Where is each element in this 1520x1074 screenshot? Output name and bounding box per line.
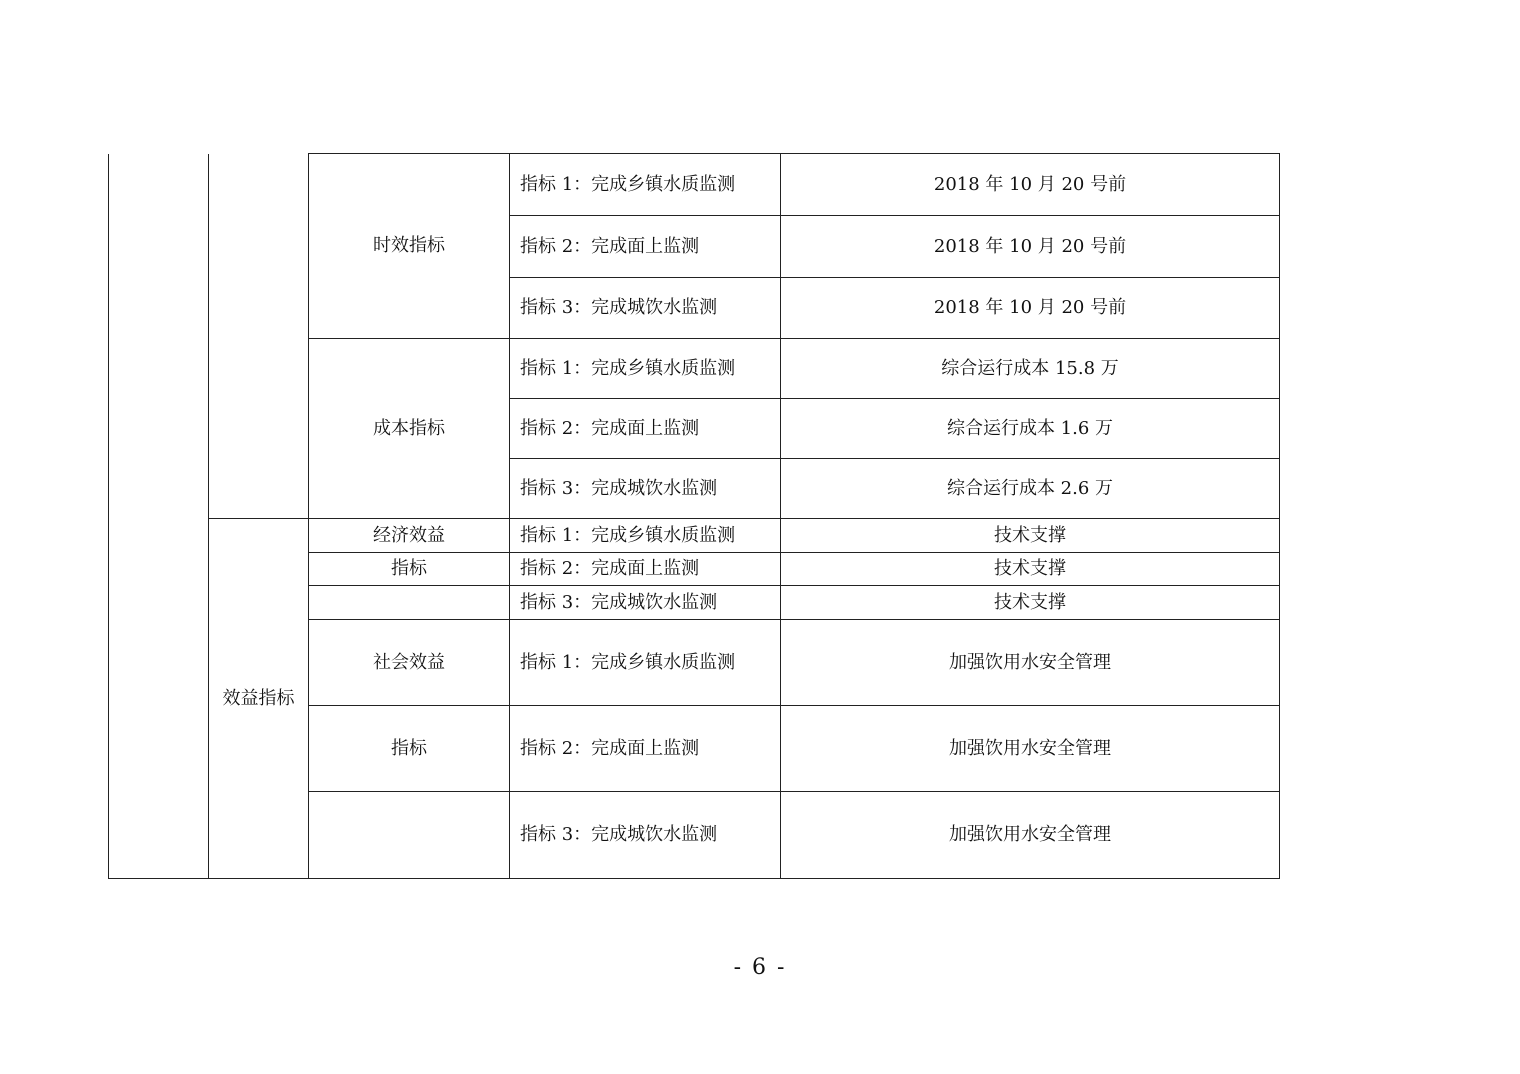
table-row-value: 技术支撑 xyxy=(994,524,1066,546)
table-row-indicator: 指标 3：完成城饮水监测 xyxy=(520,297,718,318)
table-row-value: 综合运行成本 15.8 万 xyxy=(941,357,1119,379)
table-row-indicator: 指标 2：完成面上监测 xyxy=(520,417,700,439)
group-timeliness-indicators: 时效指标 xyxy=(373,235,445,256)
group-economic-benefit-line2: 指标 xyxy=(391,558,427,579)
table-row-indicator: 指标 1：完成乡镇水质监测 xyxy=(520,651,736,673)
table-row-value: 综合运行成本 2.6 万 xyxy=(946,477,1114,499)
table-border-left xyxy=(108,154,109,879)
group-cost-indicators: 成本指标 xyxy=(373,417,445,439)
table-row-value: 2018 年 10 月 20 号前 xyxy=(933,173,1127,195)
table-row-value: 加强饮用水安全管理 xyxy=(949,824,1111,845)
table-row-indicator: 指标 1：完成乡镇水质监测 xyxy=(520,357,736,379)
group-social-benefit-line2: 指标 xyxy=(391,737,427,759)
table-row-value: 2018 年 10 月 20 号前 xyxy=(933,297,1127,318)
table-row-indicator: 指标 2：完成面上监测 xyxy=(520,558,700,579)
group-economic-benefit-line1: 经济效益 xyxy=(373,524,445,546)
table-border-bottom xyxy=(108,878,1280,879)
table-row-value: 综合运行成本 1.6 万 xyxy=(946,417,1114,439)
category-benefit-indicators: 效益指标 xyxy=(222,687,295,709)
table-row-value: 技术支撑 xyxy=(994,591,1066,613)
table-row-value: 加强饮用水安全管理 xyxy=(949,737,1111,759)
table-border-right xyxy=(1279,154,1280,879)
table-row-value: 2018 年 10 月 20 号前 xyxy=(933,235,1127,257)
table-row-indicator: 指标 2：完成面上监测 xyxy=(520,235,700,257)
table-row-indicator: 指标 3：完成城饮水监测 xyxy=(520,591,718,613)
page-number: - 6 - xyxy=(733,955,787,980)
table-row-indicator: 指标 1：完成乡镇水质监测 xyxy=(520,173,736,195)
table-row-indicator: 指标 3：完成城饮水监测 xyxy=(520,824,718,845)
table-row-value: 技术支撑 xyxy=(994,558,1066,579)
group-social-benefit-line1: 社会效益 xyxy=(373,651,445,673)
table-row-value: 加强饮用水安全管理 xyxy=(949,651,1111,673)
table-row-indicator: 指标 3：完成城饮水监测 xyxy=(520,477,718,499)
table-row-indicator: 指标 1：完成乡镇水质监测 xyxy=(520,524,736,546)
table-row-indicator: 指标 2：完成面上监测 xyxy=(520,737,700,759)
